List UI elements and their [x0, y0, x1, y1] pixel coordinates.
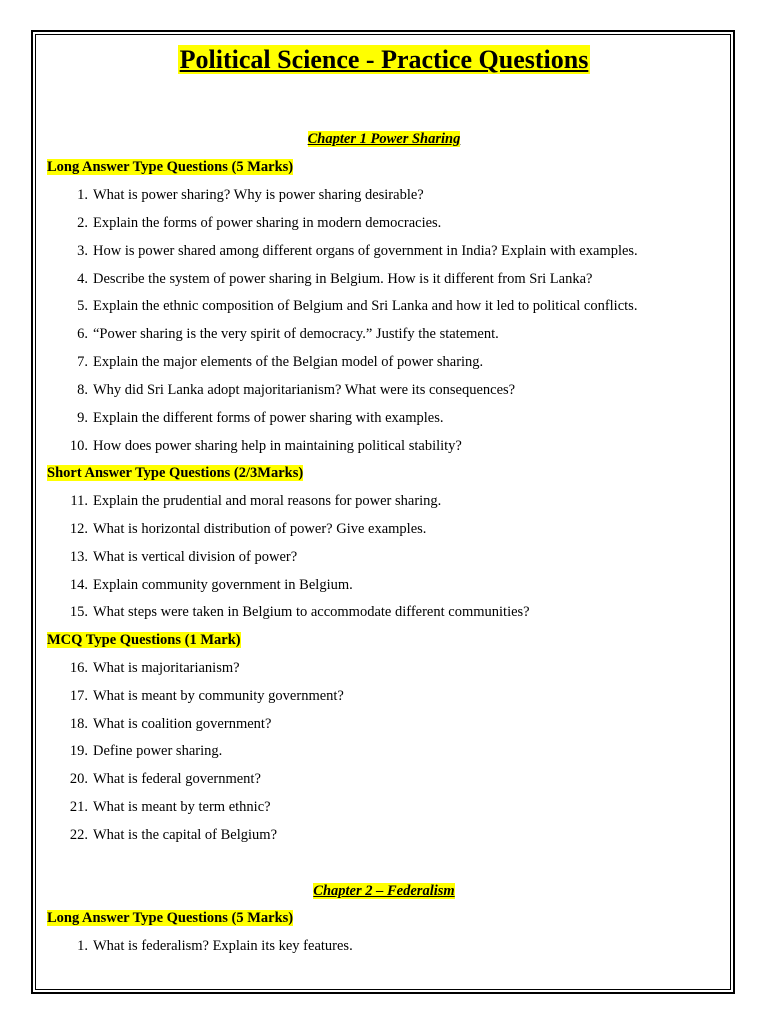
list-item: 9. Explain the different forms of power sharing with examples. [77, 410, 444, 426]
list-item: 17. What is meant by community government? [69, 688, 344, 704]
list-item: 4. Describe the system of power sharing in Belgium. How is it different from Sri Lanka? [77, 271, 593, 287]
list-item: 1. What is federalism? Explain its key features. [77, 938, 353, 954]
list-item: 14. Explain community government in Belgium. [69, 577, 353, 593]
list-item: 13. What is vertical division of power? [69, 549, 298, 565]
list-item: 5. Explain the ethnic composition of Belgium and Sri Lanka and how it led to political conflicts. [77, 298, 638, 314]
list-item: 22. What is the capital of Belgium? [69, 827, 278, 843]
list-item: 16. What is majoritarianism? [69, 660, 240, 676]
list-item: 3. How is power shared among different organs of government in India? Explain with examples. [77, 243, 638, 259]
chapter-1-heading: Chapter 1 Power Sharing [307, 131, 461, 147]
list-item: 6. “Power sharing is the very spirit of democracy.” Justify the statement. [77, 326, 499, 342]
document-title: Political Science - Practice Questions [179, 45, 589, 74]
page-border-inner [35, 34, 731, 990]
chapter-2-heading: Chapter 2 – Federalism [313, 883, 455, 899]
list-item: 7. Explain the major elements of the Belgian model of power sharing. [77, 354, 484, 370]
section-mcq: MCQ Type Questions (1 Mark) [47, 632, 241, 648]
section-long-answer: Long Answer Type Questions (5 Marks) [47, 910, 294, 926]
list-item: 21. What is meant by term ethnic? [69, 799, 271, 815]
section-long-answer: Long Answer Type Questions (5 Marks) [47, 159, 294, 175]
list-item: 18. What is coalition government? [69, 716, 272, 732]
list-item: 8. Why did Sri Lanka adopt majoritarianism? What were its consequences? [77, 382, 516, 398]
list-item: 2. Explain the forms of power sharing in modern democracies. [77, 215, 442, 231]
list-item: 19. Define power sharing. [69, 743, 223, 759]
list-item: 1. What is power sharing? Why is power sharing desirable? [77, 187, 424, 203]
section-short-answer: Short Answer Type Questions (2/3Marks) [47, 465, 304, 481]
list-item: 11. Explain the prudential and moral reasons for power sharing. [70, 493, 442, 509]
list-item: 20. What is federal government? [69, 771, 261, 787]
list-item: 12. What is horizontal distribution of power? Give examples. [69, 521, 427, 537]
list-item: 15. What steps were taken in Belgium to accommodate different communities? [69, 604, 530, 620]
list-item: 10. How does power sharing help in maintaining political stability? [69, 438, 462, 454]
